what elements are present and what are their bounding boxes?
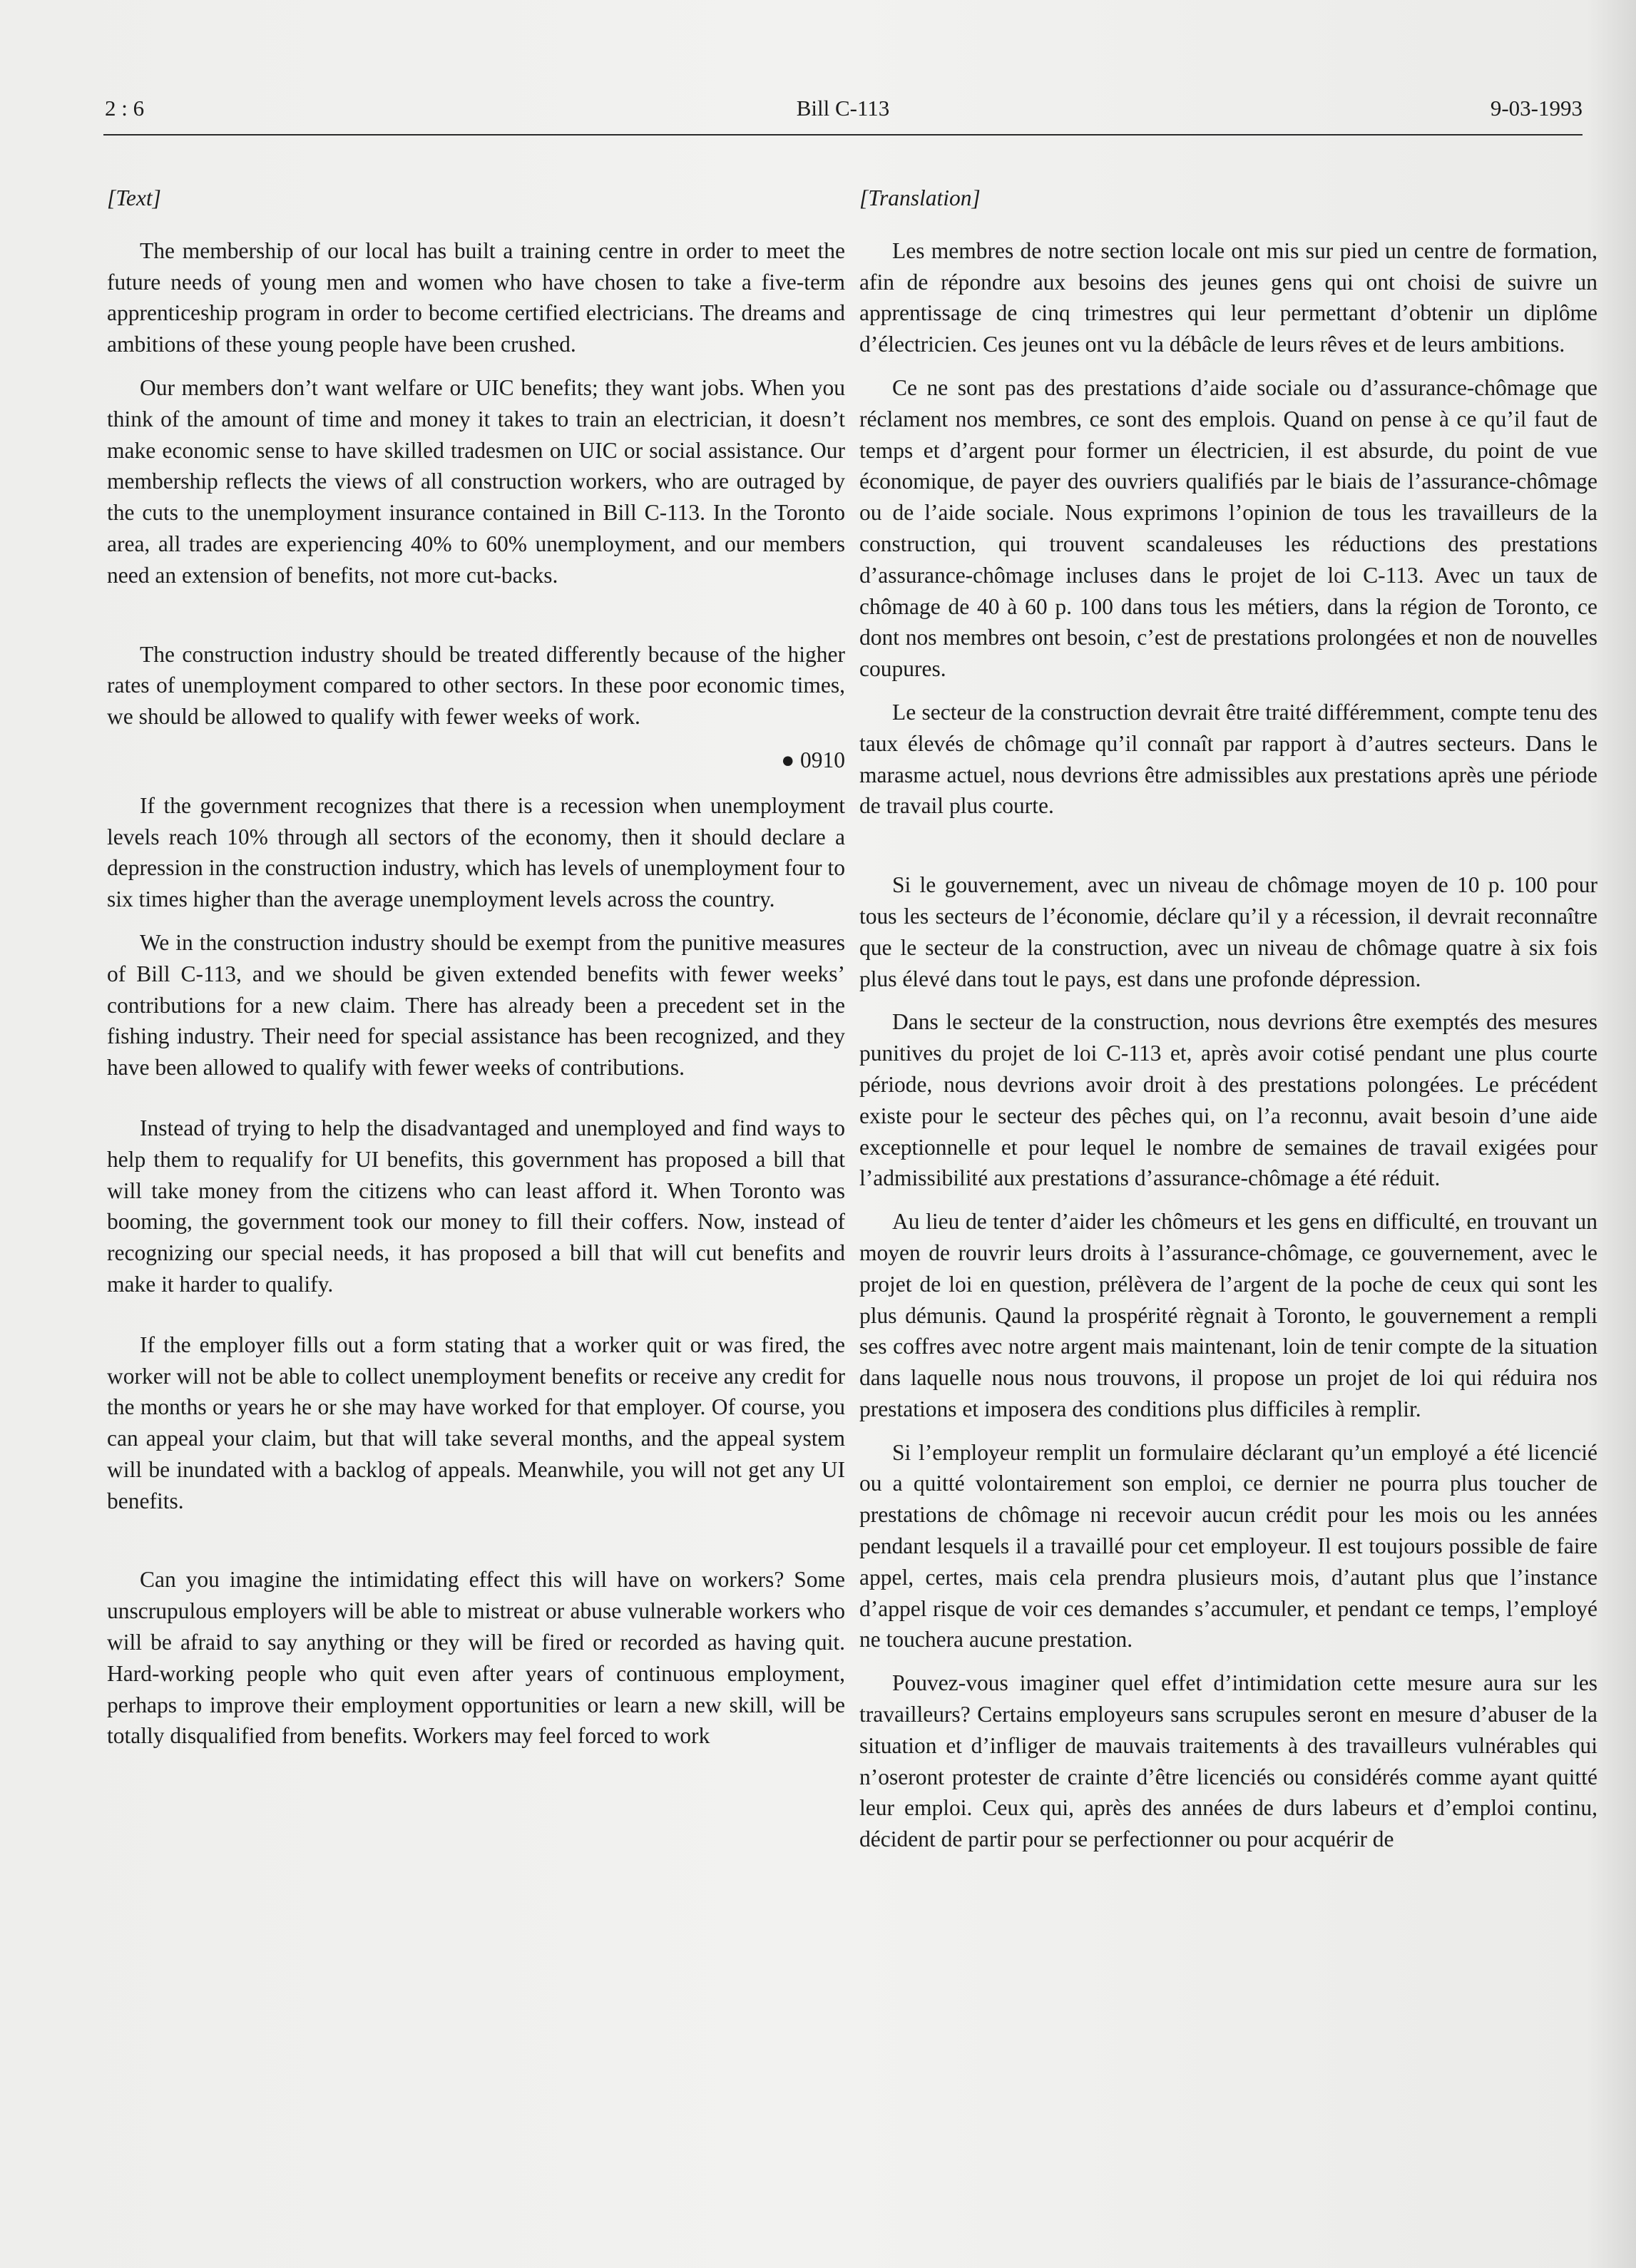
paragraph: Can you imagine the intimidating effect this will have on workers? Some unscrupulous employers will be able to mistreat or abuse vulnerable workers who will be afraid to say anything or they will be fired or recorded as having quit. Hard-working people who quit even after years of continuous employment, perhaps to improve their employment opportunities or learn a new skill, will be totally disqualified from benefits. Workers may feel forced to work bbox=[107, 1567, 845, 1749]
paragraph: If the government recognizes that there is a recession when unemployment levels reach 10% through all sectors of the economy, then it should declare a depression in the construction industry, which has levels of unemployment four to six times higher than the average unemployment levels across the country. bbox=[107, 792, 845, 912]
paragraph: The construction industry should be treated differently because of the higher rates of unemployment compared to other sectors. In these poor economic times, we should be allowed to qualify with fewer weeks of work. bbox=[107, 641, 845, 730]
spacer bbox=[107, 1095, 845, 1113]
paragraph: Dans le secteur de la construction, nous devrions être exemptés des mesures punitives du projet de loi C-113 et, après avoir cotisé pendant une plus courte période, nous devrions avoir droit à des prestations polongées. Le précédent existe pour le secteur des pêches qui, on l’a reconnu, avait besoin d’une aide exceptionnelle et pour lequel le nombre de semaines de travail exigées pour l’admissibilité aux prestations d’assurance-chômage a été réduit. bbox=[859, 1009, 1597, 1191]
bill-title: Bill C-113 bbox=[796, 96, 890, 121]
paragraph: Si l’employeur remplit un formulaire déclarant qu’un employé a été licencié ou a quitté volontairement son emploi, ce dernier ne pourra plus toucher de prestations de chômage ni recevoir aucun crédit pour les mois ou les années pendant lesquels il a travaillé pour cet employeur. Il est toujours possible de faire appel, certes, mais cela prendra plusieurs mois, d’autant plus que l’instance d’appel risque de voir ces demandes s’accumuler, et pendant ce temps, l’employé ne touchera aucune prestation. bbox=[859, 1439, 1597, 1653]
paragraph: Instead of trying to help the disadvantaged and unemployed and find ways to help them to requalify for UI benefits, this government has proposed a bill that will take money from the citizens who can least afford it. When Toronto was booming, the government took our money to fill their coffers. Now, instead of recognizing our special needs, it has proposed a bill that will cut benefits and make it harder to qualify. bbox=[107, 1115, 845, 1297]
paragraph: Les membres de notre section locale ont mis sur pied un centre de formation, afin de répondre aux besoins des jeunes gens qui ont choisi de suivre un apprentissage de cinq trimestres qui leur permettant d’obtenir un diplôme d’électricien. Ces jeunes ont vu la débâcle de leurs rêves et de leurs ambitions. bbox=[859, 237, 1597, 357]
paragraph: Ce ne sont pas des prestations d’aide sociale ou d’assurance-chômage que réclament nos membres, ce sont des emplois. Quand on pense à ce qu’il faut de temps et d’argent pour former un électricien, il est absurde, du point de vue économique, de payer des ouvriers qualifiés par le biais de l’assurance-chômage ou de l’aide sociale. Nous exprimons l’opinion de tous les travailleurs de la construction, qui trouvent scandaleuses les réductions des prestations d’assurance-chômage incluses dans le projet de loi C-113. Avec un taux de chômage de 40 à 60 p. 100 dans tous les métiers, dans la région de Toronto, ce dont nos membres ont besoin, c’est de prestations prolongées et non de nouvelles coupures. bbox=[859, 374, 1597, 682]
spacer bbox=[107, 1312, 845, 1329]
paragraph: Le secteur de la construction devrait être traité différemment, compte tenu des taux élevés de chômage qu’il connaît par rapport à d’autres secteurs. Dans le marasme actuel, nous devrions être admissibles aux prestations après une période de travail plus courte. bbox=[859, 699, 1597, 819]
sitting-date: 9-03-1993 bbox=[1490, 96, 1583, 121]
spacer bbox=[859, 834, 1597, 869]
english-column bbox=[107, 183, 845, 1764]
page-number: 2 : 6 bbox=[105, 96, 145, 121]
paragraph: The membership of our local has built a training centre in order to meet the future needs of young men and women who have chosen to take a five-term apprenticeship program in order to become certified electricians. The dreams and ambitions of these young people have been crushed. bbox=[107, 237, 845, 357]
paragraph: Pouvez-vous imaginer quel effet d’intimidation cette mesure aura sur les travailleurs? Certains employeurs sans scrupules seront en mesure d’abuser de la situation et d’infliger de mauvais traitements à des travailleurs vulnérables qui n’oseront protester de crainte d’être licenciés ou considérés comme ayant quitté leur emploi. Ceux qui, après des années de durs labeurs et d’emploi continu, décident de partir pour se perfectionner ou pour acquérir de bbox=[859, 1670, 1597, 1852]
translation-tag: [Translation] bbox=[859, 185, 981, 210]
paragraph: Our members don’t want welfare or UIC benefits; they want jobs. When you think of the amount of time and money it takes to train an electrician, it doesn’t make economic sense to have skilled tradesmen on UIC or social assistance. Our membership reflects the views of all construction workers, who are outraged by the cuts to the unemployment insurance contained in Bill C-113. In the Toronto area, all trades are experiencing 40% to 60% unemployment, and our members need an extension of benefits, not more cut-backs. bbox=[107, 374, 845, 588]
text-tag: [Text] bbox=[107, 185, 161, 210]
french-column bbox=[859, 183, 1597, 1867]
spacer bbox=[107, 1528, 845, 1564]
paragraph: Au lieu de tenter d’aider les chômeurs et les gens en difficulté, en trouvant un moyen de rouvrir leurs droits à l’assurance-chômage, ce gouvernement, avec le projet de loi en question, prélèvera de l’argent de la poche de ceux qui sont les plus démunis. Qaund la prospérité règnait à Toronto, le gouvernement a rempli ses coffres avec notre argent mais maintenant, loin de tenir compte de la situation dans laquelle nous nous trouvons, il propose un projet de loi qui réduira nos prestations et imposera des conditions plus difficiles à remplir. bbox=[859, 1209, 1597, 1421]
spacer bbox=[107, 603, 845, 639]
page-header bbox=[103, 91, 1583, 136]
paragraph: If the employer fills out a form stating that a worker quit or was fired, the worker will not be able to collect unemployment benefits or receive any credit for the months or years he or she may have worked for that employer. Of course, you can appeal your claim, but that will take several months, and the appeal system will be inundated with a backlog of appeals. Meanwhile, you will not get any UI benefits. bbox=[107, 1332, 845, 1513]
paragraph: Si le gouvernement, avec un niveau de chômage moyen de 10 p. 100 pour tous les secteurs de l’économie, déclare qu’il y a récession, il devrait reconnaître que le secteur de la construction, avec un niveau de chômage quatre à six fois plus élevé dans tout le pays, est dans une profonde dépression. bbox=[859, 872, 1597, 991]
time-marker: ● 0910 bbox=[781, 747, 845, 772]
paragraph: We in the construction industry should be exempt from the punitive measures of Bill C-113, and we should be given extended benefits with fewer weeks’ contributions for a new claim. There has already been a precedent set in the fishing industry. Their need for special assistance has been recognized, and they have been allowed to qualify with fewer weeks of contributions. bbox=[107, 929, 845, 1081]
